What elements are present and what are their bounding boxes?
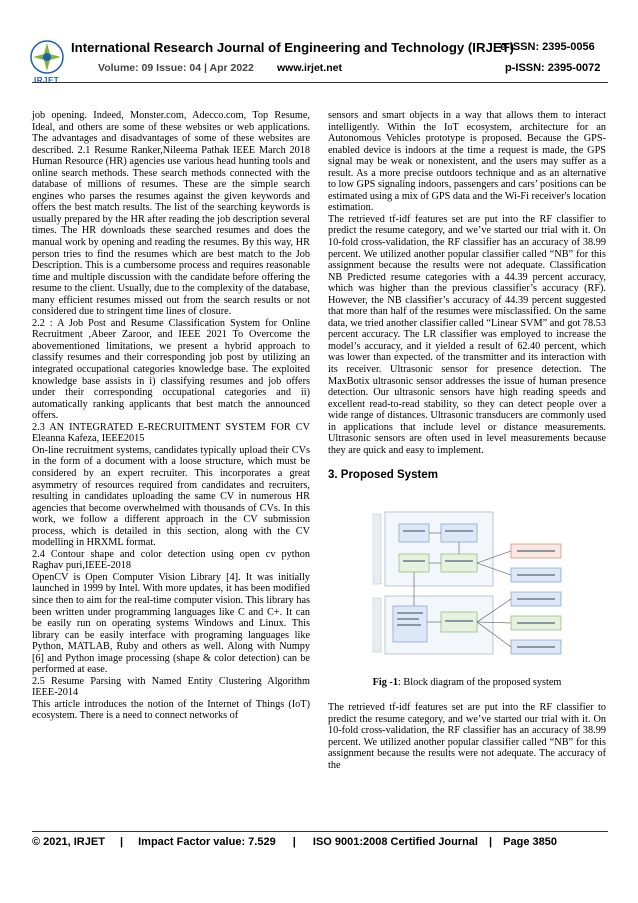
paragraph: OpenCV is Open Computer Vision Library [4]. It was initially launched in 1999 by Intel. With more updates, it has been modified since then to aim for the real-time computer vision. This library has been written under programming languages like C and C+. It can be easily run on operating systems Windows and Linux. This library can be easily interface with programing languages like Python, MATLAB, Ruby and others as well. Along with Numpy [6] and Python image processing (shape & color detection) can be performed at ease.	[32, 571, 310, 676]
footer-divider	[32, 831, 608, 832]
paragraph: 2.2 : A Job Post and Resume Classification System for Online Recruitment ,Abeer Zaroor, and IEEE 2021 To Overcome the abovementioned limitations, we present a hybrid approach to classify resumes and their corresponding job post by utilizing an integrated occupational categories knowledge base. The exploited knowledge base assists in i) classifying resumes and job offers under their corresponding occupational categories and ii) automatically ranking applicants that best match the announced offers.	[32, 317, 310, 422]
paragraph: 2.3 AN INTEGRATED E-RECRUITMENT SYSTEM FOR CV Eleanna Kafeza, IEEE2015	[32, 421, 310, 445]
footer-impact-factor: Impact Factor value: 7.529	[138, 836, 276, 848]
section-heading: 3. Proposed System	[328, 469, 438, 482]
paragraph: 2.4 Contour shape and color detection using open cv python Raghav puri,IEEE-2018	[32, 548, 310, 572]
page-footer: © 2021, IRJET | Impact Factor value: 7.529 | ISO 9001:2008 Certified Journal | Page 3850	[32, 836, 557, 848]
footer-copyright: © 2021, IRJET	[32, 836, 105, 848]
figure-caption-label: Fig -1	[372, 676, 398, 688]
eissn: e-ISSN: 2395-0056	[500, 41, 595, 53]
journal-title: International Research Journal of Engineering and Technology (IRJET)	[71, 40, 515, 55]
right-column	[328, 110, 606, 771]
paragraph: The retrieved tf-idf features set are put into the RF classifier to predict the resume category, and we’ve started our trial with it. On 10-fold cross-validation, the RF classifier has an accuracy of 38.99 percent. We utilized another popular classifier called “NB” for this assignment because the results were not adequate. Classification NB Predicted resume categories with a 44.39 percent accuracy, which was higher than the previous classifier’s accuracy (RF). However, the NB classifier’s accuracy of 44.39 percent suggested that more than half of the resumes were misclassified. On the same data, we tried another classifier called “Linear SVM” and got 78.53 percent accuracy. The LR classifier was employed to increase the model’s accuracy, and it yielded a result of 62.40 percent, which was lower than expected. of the transmitter and its interaction with its receiver. Ultrasonic sensor for presence detection. The MaxBotix ultrasonic sensor addresses the issue of human presence detection. Our ultrasonic sensors have high reading speeds and excellent read-to-read stability, so they can detect people over a wide range of distances. Ultrasonic transducers are commonly used in applications that include level or distance measurements. Ultrasonic sensors are often used in level measurements because they are quick and easy to implement.	[328, 213, 606, 456]
volume-issue: Volume: 09 Issue: 04 | Apr 2022	[98, 62, 254, 74]
paragraph: job opening. Indeed, Monster.com, Adecco.com, Top Resume, Ideal, and others are some of these websites or web applications. The advantages and disadvantages of some of these websites are described. 2.1 Resume Ranker,Nileema Pathak IEEE March 2018 Human Resource (HR) agencies use various head hunting tools and online search methods. These search methods connected with the database of millions of resumes. These are the simple search engines who parses the resumes against the given keywords and offers the best match results. The list of the searching keywords is usually prepared by the HR after reading the job description several times. The HR downloads these searched resumes and does the manual work by opening and reading the resumes. By this way, HR person tries to find the resumes which are best match to the Job Description. This is a cumbersome process and requires reasonable time and multiple discussion with the candidate before offering the resume to the client. Usually, due to the complexity of the database, many efficient resumes missed out from the search results or not considered due to stringent time lines of closure.	[32, 110, 310, 318]
paragraph: 2.5 Resume Parsing with Named Entity Clustering Algorithm IEEE-2014	[32, 675, 310, 699]
left-column	[32, 110, 310, 722]
page-header	[0, 0, 638, 86]
website-link[interactable]: www.irjet.net	[277, 62, 342, 74]
footer-page-number: Page 3850	[503, 836, 557, 848]
paragraph: The retrieved tf-idf features set are put into the RF classifier to predict the resume category, and we’ve started our trial with it. On 10-fold cross-validation, the RF classifier has an accuracy of 38.99 percent. We utilized another popular classifier called “NB” for this assignment because the results were not adequate. The accuracy of the	[328, 702, 606, 771]
logo-text: IRJET	[34, 76, 60, 85]
irjet-logo-icon	[30, 40, 64, 76]
footer-iso: ISO 9001:2008 Certified Journal	[312, 836, 478, 848]
header-divider	[32, 82, 608, 83]
pissn: p-ISSN: 2395-0072	[505, 62, 601, 74]
block-diagram-figure	[371, 504, 571, 661]
figure-caption-text: : Block diagram of the proposed system	[397, 676, 562, 688]
paragraph: sensors and smart objects in a way that allows them to interact intelligently. Within the IoT ecosystem, architecture for an Autonomous Vehicles prototype is proposed. Because the GPS-enabled device is indoors at the time a request is made, the GPS signal may be weak or nonexistent, and the users may suffer as a result. As a more precise outdoors technique and as an alternative to low GPS signaling indoors, passengers and cars’ positions can be estimated using a mix of GPS data and the Wi-Fi receiver's location estimation.	[328, 110, 606, 214]
figure-caption	[328, 677, 606, 689]
paragraph: On-line recruitment systems, candidates typically upload their CVs in the form of a document with a loose structure, which must be considered by an expert recruiter. This incorporates a great asymmetry of resources required from candidates and recruiters, resulting in candidates uploading the same CV in numerous HR agencies that become overwhelmed with thousands of CVs. In this work, we follow a different approach in the CV submission process, which is detailed in this section, along with the CV modelling in HRXML format.	[32, 444, 310, 549]
paragraph: This article introduces the notion of the Internet of Things (IoT) ecosystem. There is a need to connect networks of	[32, 698, 310, 722]
